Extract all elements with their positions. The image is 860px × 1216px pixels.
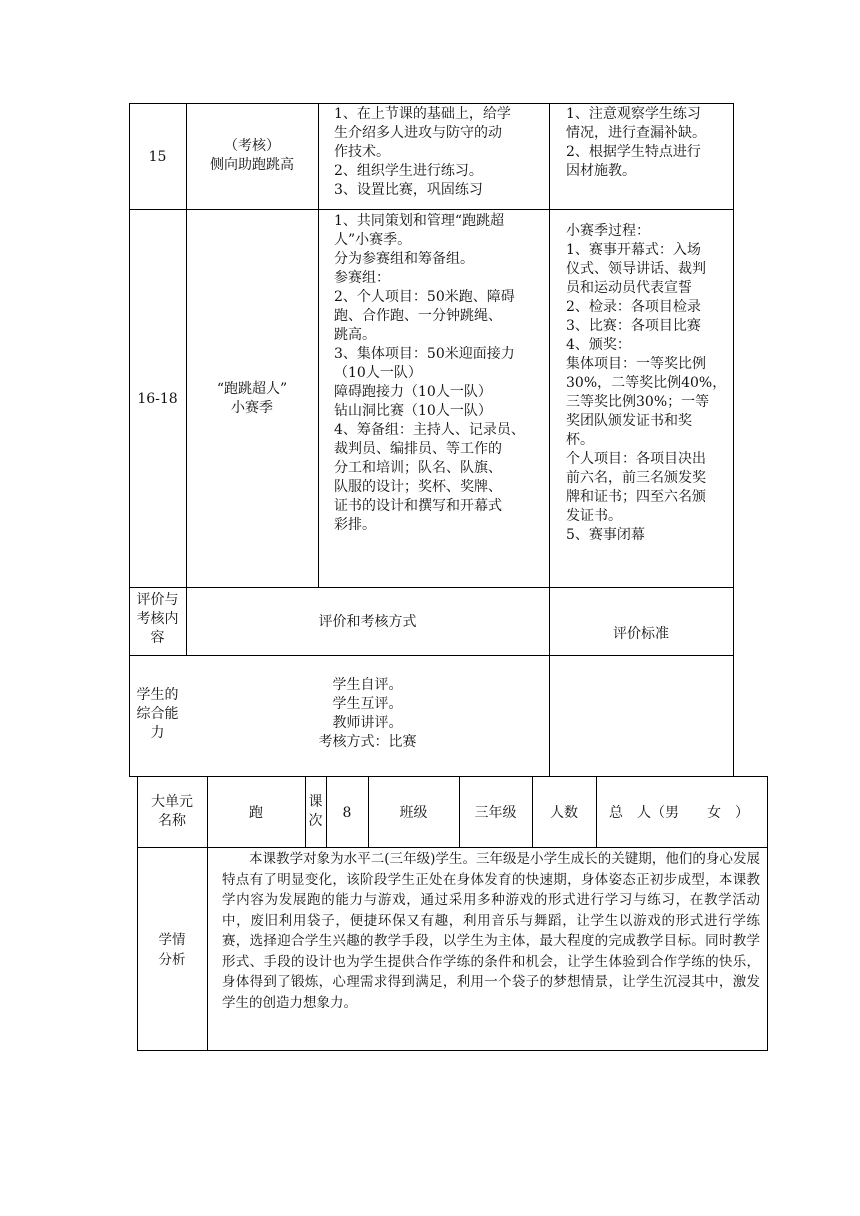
student-count-value: 总 人（男 女 ） (609, 805, 749, 821)
row-16-18-topic: “跑跳超人” 小赛季 (216, 381, 288, 416)
lesson-count-label: 课 次 (308, 794, 323, 829)
row-16-18-teaching-content: 1、共同策划和管理“跑跳超 人”小赛季。 分为参赛组和筹备组。 参赛组： 2、个人项目：50米跑、障碍 跑、合作跑、一分钟跳绳、 跳高。 3、集体项目：50米迎面接力 （10人一队） 障碍跑接力（10人一队） 钻山洞比赛（10人一队） 4、筹备组：主持人、记录员、 裁判员、编排员、等工作的 分工和培训；队名、队旗、 队服的设计；奖杯、奖牌、 证书的设计和撰写和开幕式 彩排。 (334, 213, 525, 533)
eval-row-methods: 学生自评。 学生互评。 教师讲评。 考核方式：比赛 (318, 677, 417, 750)
learning-analysis-label: 学情 分析 (158, 932, 186, 968)
eval-row-label: 学生的 综合能 力 (136, 687, 179, 741)
eval-standard-header: 评价标准 (613, 626, 669, 642)
row-15-notes: 1、注意观察学生练习 情况，进行查漏补缺。 2、根据学生特点进行 因材施教。 (566, 106, 706, 179)
student-count-label: 人数 (550, 805, 578, 821)
row-16-18-notes: 小赛季过程： 1、赛事开幕式：入场 仪式、领导讲话、裁判 员和运动员代表宣誓 2、检录：各项目检录 3、比赛：各项目比赛 4、颁奖： 集体项目：一等奖比例 30%，二等奖比例40%， 三等奖比例30%；一等 奖团队颁发证书和奖 杯。 个人项目：各项目决出 前六名，前三名颁发奖 牌和证书；四至六名颁 发证书。 5、赛事闭幕 (566, 223, 727, 543)
row-15-teaching-content: 1、在上节课的基础上，给学 生介绍多人进攻与防守的动 作技术。 2、组织学生进行练习。 3、设置比赛，巩固练习 (334, 106, 511, 198)
learning-analysis-text: 本课教学对象为水平二(三年级)学生。三年级是小学生成长的关键期，他们的身心发展特点有了明显变化，该阶段学生正处在身体发育的快速期，身体姿态正初步成型，本课教学内容为发展跑的能力与游戏，通过采用多种游戏的形式进行学习与练习，在教学活动中，废旧利用袋子，便捷环保又有趣，利用音乐与舞蹈，让学生以游戏的形式进行学练赛，选择迎合学生兴趣的教学手段，以学生为主体，最大程度的完成教学目标。同时教学形式、手段的设计也为学生提供合作学练的条件和机会，让学生体验到合作学练的快乐，身体得到了锻炼，心理需求得到满足，利用一个袋子的梦想情景，让学生沉浸其中，激发学生的创造力想象力。 (222, 851, 760, 1011)
row-15-number: 15 (148, 149, 167, 165)
eval-content-label: 评价与 考核内 容 (136, 592, 179, 646)
unit-name-value: 跑 (249, 805, 263, 821)
class-label: 班级 (399, 805, 428, 821)
eval-method-header: 评价和考核方式 (318, 614, 417, 630)
lesson-count-value: 8 (342, 805, 352, 821)
class-value: 三年级 (474, 805, 517, 821)
row-16-18-number: 16-18 (137, 391, 178, 407)
row-15-topic: （考核） 侧向助跑跳高 (210, 138, 294, 173)
unit-name-label: 大单元 名称 (151, 794, 193, 829)
